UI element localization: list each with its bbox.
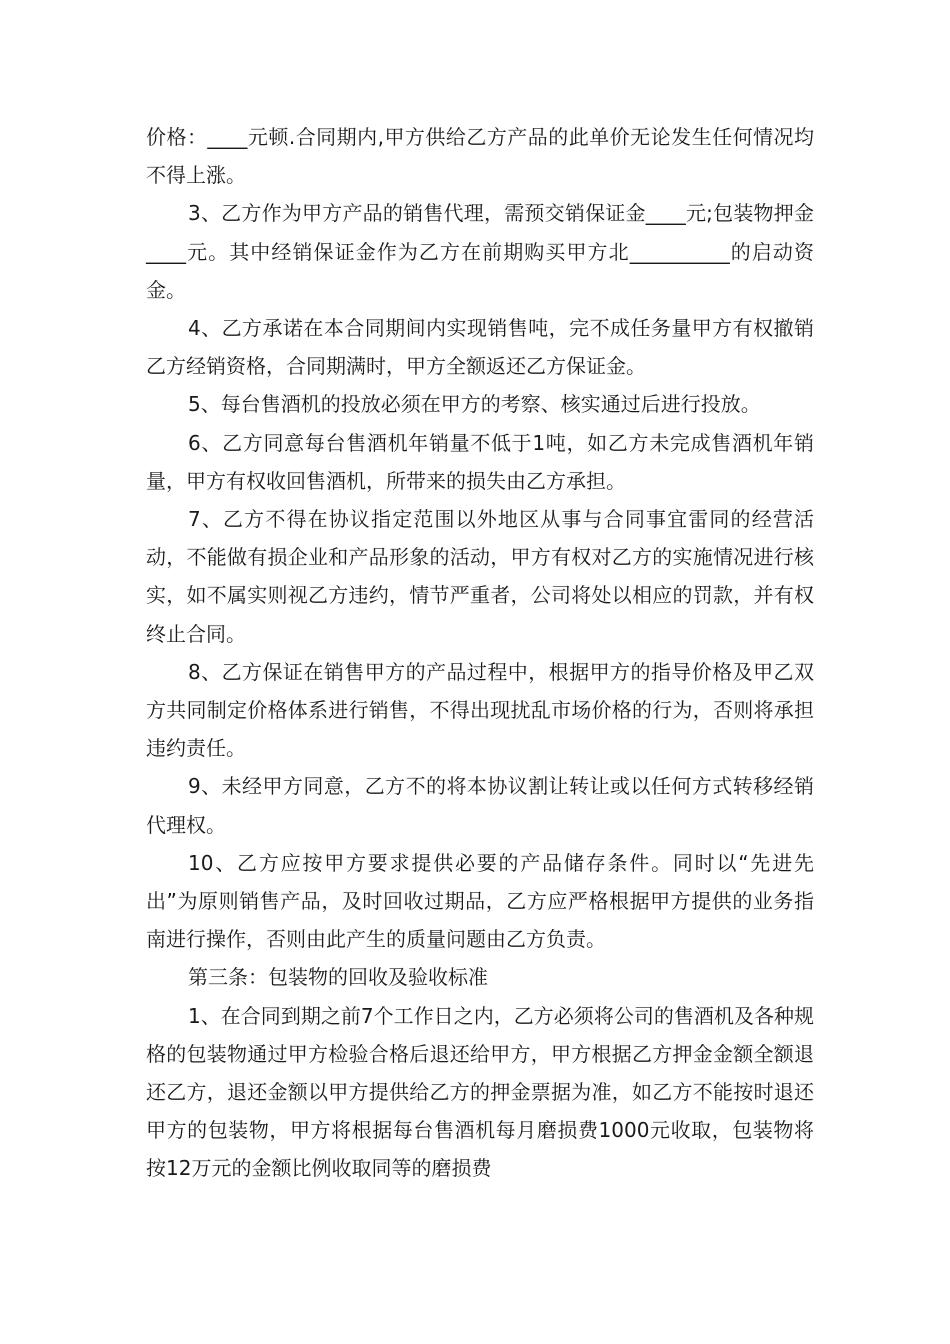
paragraph-clause-7: 7、乙方不得在协议指定范围以外地区从事与合同事宜雷同的经营活动，不能做有损企业和产品形象的活动，甲方有权对乙方的实施情况进行核实，如不属实则视乙方违约，情节严重者，公司将处以相应的罚款，并有权终止合同。 [146, 507, 814, 646]
paragraph-clause-4: 4、乙方承诺在本合同期间内实现销售吨，完不成任务量甲方有权撤销乙方经销资格，合同期满时，甲方全额返还乙方保证金。 [146, 316, 814, 379]
paragraph-clause-5: 5、每台售酒机的投放必须在甲方的考察、核实通过后进行投放。 [188, 392, 761, 417]
paragraph-clause-10: 10、乙方应按甲方要求提供必要的产品储存条件。同时以“先进先出”为原则销售产品，及时回收过期品，乙方应严格根据甲方提供的业务指南进行操作，否则由此产生的质量问题由乙方负责。 [146, 850, 814, 952]
paragraph-clause-9: 9、未经甲方同意，乙方不的将本协议割让转让或以任何方式转移经销代理权。 [146, 774, 814, 837]
section-heading-article-3: 第三条：包装物的回收及验收标准 [188, 965, 488, 990]
paragraph-price-clause: 价格：____元顿.合同期内,甲方供给乙方产品的此单价无论发生任何情况均不得上涨。 [146, 125, 814, 188]
paragraph-article-3-clause-1: 1、在合同到期之前7个工作日之内，乙方必须将公司的售酒机及各种规格的包装物通过甲方检验合格后退还给甲方，甲方根据乙方押金金额全额退还乙方，退还金额以甲方提供给乙方的押金票据为准，如乙方不能按时退还甲方的包装物，甲方将根据每台售酒机每月磨损费1000元收取，包装物将按12万元的金额比例收取同等的磨损费 [146, 1003, 814, 1181]
paragraph-clause-8: 8、乙方保证在销售甲方的产品过程中，根据甲方的指导价格及甲乙双方共同制定价格体系进行销售，不得出现扰乱市场价格的行为，否则将承担违约责任。 [146, 659, 814, 761]
document-page [146, 118, 814, 1188]
paragraph-clause-3: 3、乙方作为甲方产品的销售代理，需预交销保证金____元;包装物押金____元。其中经销保证金作为乙方在前期购买甲方北__________的启动资金。 [146, 201, 814, 302]
paragraph-clause-6: 6、乙方同意每台售酒机年销量不低于1吨，如乙方未完成售酒机年销量，甲方有权收回售酒机，所带来的损失由乙方承担。 [146, 430, 814, 493]
